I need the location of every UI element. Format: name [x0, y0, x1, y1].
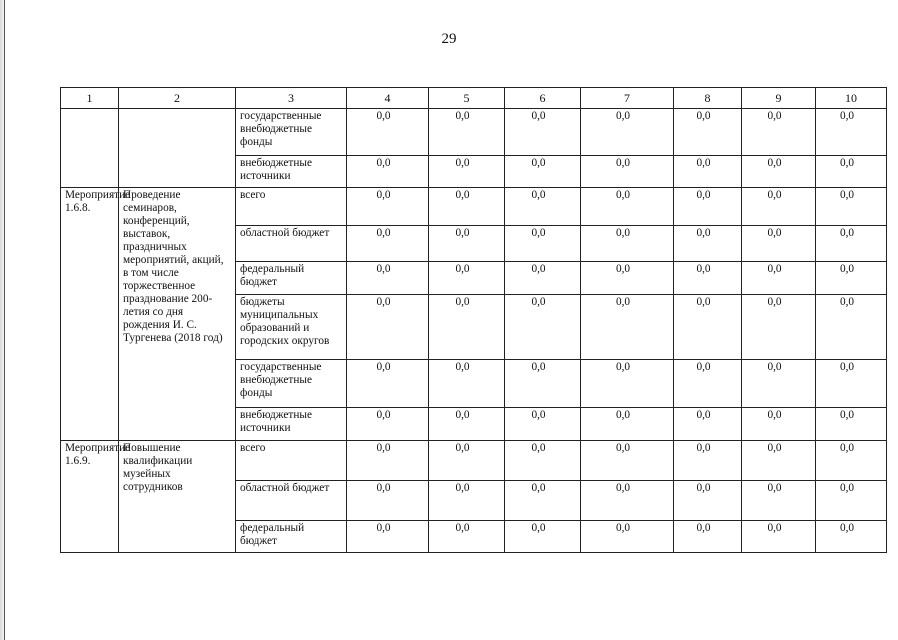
value-text: 0,0: [376, 296, 391, 308]
measure-code-cell: Мероприятие 1.6.8.: [61, 188, 119, 441]
column-header: 10: [816, 88, 887, 109]
value-text: 0,0: [839, 227, 855, 239]
value-text: 0,0: [839, 110, 855, 122]
value-cell: [581, 109, 674, 156]
value-cell: [429, 156, 505, 188]
value-text: 0,0: [839, 522, 855, 534]
page-number: 29: [441, 31, 457, 47]
value-text: 0,0: [767, 227, 782, 239]
value-cell: [674, 156, 742, 188]
value-text: 0,0: [767, 157, 782, 169]
value-text: 0,0: [615, 227, 631, 239]
value-text: 0,0: [531, 263, 546, 275]
value-text: 0,0: [531, 361, 546, 373]
value-text: 0,0: [696, 522, 711, 534]
value-cell: [816, 360, 887, 408]
value-text: 0,0: [696, 482, 711, 494]
value-cell: [505, 295, 581, 360]
measure-code-cell: Мероприятие 1.6.9.: [61, 441, 119, 553]
value-cell: [581, 521, 674, 553]
value-text: 0,0: [531, 189, 546, 201]
value-text: 0,0: [615, 409, 631, 421]
value-cell: [347, 226, 429, 262]
value-text: 0,0: [696, 442, 711, 454]
value-text: 0,0: [531, 110, 546, 122]
value-text: 0,0: [767, 482, 782, 494]
funding-source-cell: всего: [236, 188, 347, 226]
value-text: 0,0: [615, 110, 631, 122]
table-row: [61, 109, 887, 156]
table-row: [61, 188, 887, 226]
value-cell: [674, 441, 742, 481]
value-text: 0,0: [376, 227, 391, 239]
value-text: 0,0: [455, 522, 470, 534]
value-text: 0,0: [531, 522, 546, 534]
value-text: 0,0: [696, 296, 711, 308]
value-text: 0,0: [839, 442, 855, 454]
table-body: [61, 88, 887, 553]
value-cell: [674, 521, 742, 553]
value-cell: [429, 188, 505, 226]
value-cell: [429, 262, 505, 295]
funding-source-cell: государственные внебюджетные фонды: [236, 109, 347, 156]
funding-source-cell: федеральный бюджет: [236, 262, 347, 295]
value-cell: [429, 109, 505, 156]
value-text: 0,0: [376, 157, 391, 169]
value-cell: [505, 521, 581, 553]
value-text: 0,0: [839, 189, 855, 201]
value-text: 0,0: [455, 482, 470, 494]
value-cell: [674, 262, 742, 295]
value-cell: [581, 262, 674, 295]
value-cell: [581, 156, 674, 188]
value-text: 0,0: [376, 263, 391, 275]
funding-source-cell: федеральный бюджет: [236, 521, 347, 553]
funding-source-cell: внебюджетные источники: [236, 156, 347, 188]
value-cell: [505, 408, 581, 441]
value-cell: [674, 360, 742, 408]
value-text: 0,0: [376, 409, 391, 421]
value-cell: [347, 521, 429, 553]
value-cell: [347, 262, 429, 295]
value-cell: [505, 226, 581, 262]
value-cell: [347, 295, 429, 360]
value-cell: [581, 226, 674, 262]
value-cell: [742, 262, 816, 295]
value-text: 0,0: [376, 361, 391, 373]
value-text: 0,0: [767, 522, 782, 534]
value-text: 0,0: [455, 189, 470, 201]
value-cell: [742, 408, 816, 441]
value-cell: [816, 226, 887, 262]
column-header: 6: [505, 88, 581, 109]
value-text: 0,0: [531, 409, 546, 421]
value-text: 0,0: [376, 442, 391, 454]
value-cell: [674, 481, 742, 521]
value-cell: [347, 109, 429, 156]
value-text: 0,0: [455, 442, 470, 454]
column-header: 1: [61, 88, 119, 109]
value-text: 0,0: [615, 296, 631, 308]
value-cell: [347, 360, 429, 408]
value-cell: [742, 360, 816, 408]
value-text: 0,0: [615, 263, 631, 275]
value-cell: [742, 226, 816, 262]
value-cell: [816, 441, 887, 481]
value-text: 0,0: [767, 409, 782, 421]
value-text: 0,0: [767, 361, 782, 373]
value-cell: [742, 156, 816, 188]
value-text: 0,0: [767, 442, 782, 454]
value-text: 0,0: [455, 227, 470, 239]
table-row: [61, 441, 887, 481]
funding-source-cell: всего: [236, 441, 347, 481]
value-cell: [347, 481, 429, 521]
value-text: 0,0: [767, 263, 782, 275]
column-header: 4: [347, 88, 429, 109]
value-cell: [816, 481, 887, 521]
value-cell: [742, 441, 816, 481]
value-text: 0,0: [839, 409, 855, 421]
measure-name-cell: Проведение семинаров, конференций, выставок, праздничных мероприятий, акций, в том числе торжественное празднование 200-летия со дня рождения И. С. Тургенева (2018 год): [119, 188, 236, 441]
value-cell: [816, 295, 887, 360]
value-cell: [816, 156, 887, 188]
value-cell: [581, 360, 674, 408]
value-cell: [505, 262, 581, 295]
column-header: 7: [581, 88, 674, 109]
value-cell: [816, 188, 887, 226]
value-text: 0,0: [696, 157, 711, 169]
value-cell: [347, 188, 429, 226]
value-cell: [505, 481, 581, 521]
value-text: 0,0: [615, 189, 631, 201]
value-cell: [742, 109, 816, 156]
value-cell: [674, 226, 742, 262]
value-cell: [505, 188, 581, 226]
value-text: 0,0: [531, 296, 546, 308]
value-cell: [674, 109, 742, 156]
value-cell: [581, 441, 674, 481]
value-cell: [429, 360, 505, 408]
funding-source-cell: областной бюджет: [236, 226, 347, 262]
value-text: 0,0: [839, 263, 855, 275]
value-cell: [742, 481, 816, 521]
value-cell: [816, 109, 887, 156]
value-text: 0,0: [839, 482, 855, 494]
value-cell: [505, 441, 581, 481]
value-text: 0,0: [455, 361, 470, 373]
funding-source-cell: областной бюджет: [236, 481, 347, 521]
value-text: 0,0: [376, 482, 391, 494]
value-text: 0,0: [696, 110, 711, 122]
value-text: 0,0: [455, 110, 470, 122]
value-text: 0,0: [615, 482, 631, 494]
value-cell: [742, 188, 816, 226]
value-cell: [505, 156, 581, 188]
value-cell: [674, 295, 742, 360]
value-cell: [429, 481, 505, 521]
value-cell: [347, 408, 429, 441]
scan-left-edge: [0, 0, 5, 640]
value-text: 0,0: [839, 361, 855, 373]
value-text: 0,0: [696, 189, 711, 201]
value-text: 0,0: [696, 409, 711, 421]
value-cell: [742, 295, 816, 360]
value-text: 0,0: [696, 263, 711, 275]
column-header: 9: [742, 88, 816, 109]
value-cell: [581, 295, 674, 360]
value-cell: [429, 226, 505, 262]
value-cell: [505, 360, 581, 408]
value-cell: [347, 441, 429, 481]
budget-table: [60, 87, 887, 553]
value-text: 0,0: [615, 522, 631, 534]
value-text: 0,0: [376, 189, 391, 201]
value-text: 0,0: [531, 482, 546, 494]
value-cell: [347, 156, 429, 188]
value-text: 0,0: [767, 110, 782, 122]
value-text: 0,0: [767, 189, 782, 201]
measure-name-cell: Повышение квалификации музейных сотрудников: [119, 441, 236, 553]
value-text: 0,0: [531, 157, 546, 169]
value-text: 0,0: [455, 296, 470, 308]
column-header: 3: [236, 88, 347, 109]
value-cell: [816, 262, 887, 295]
empty-cell: [61, 109, 119, 188]
value-text: 0,0: [455, 409, 470, 421]
column-header: 5: [429, 88, 505, 109]
value-text: 0,0: [767, 296, 782, 308]
value-cell: [816, 521, 887, 553]
value-text: 0,0: [531, 442, 546, 454]
value-text: 0,0: [696, 227, 711, 239]
value-text: 0,0: [455, 157, 470, 169]
value-cell: [816, 408, 887, 441]
value-cell: [429, 408, 505, 441]
value-text: 0,0: [615, 361, 631, 373]
funding-source-cell: внебюджетные источники: [236, 408, 347, 441]
value-text: 0,0: [839, 157, 855, 169]
value-text: 0,0: [455, 263, 470, 275]
column-header: 2: [119, 88, 236, 109]
value-cell: [429, 295, 505, 360]
value-cell: [674, 188, 742, 226]
value-cell: [581, 481, 674, 521]
value-cell: [581, 188, 674, 226]
value-cell: [429, 441, 505, 481]
value-text: 0,0: [696, 361, 711, 373]
value-text: 0,0: [376, 522, 391, 534]
funding-source-cell: бюджеты муниципальных образований и городских округов: [236, 295, 347, 360]
value-text: 0,0: [376, 110, 391, 122]
value-cell: [674, 408, 742, 441]
value-cell: [581, 408, 674, 441]
value-cell: [505, 109, 581, 156]
value-cell: [429, 521, 505, 553]
value-text: 0,0: [839, 296, 855, 308]
funding-source-cell: государственные внебюджетные фонды: [236, 360, 347, 408]
value-text: 0,0: [615, 157, 631, 169]
value-cell: [742, 521, 816, 553]
value-text: 0,0: [531, 227, 546, 239]
value-text: 0,0: [615, 442, 631, 454]
column-header: 8: [674, 88, 742, 109]
column-header-row: [61, 88, 887, 109]
empty-cell: [119, 109, 236, 188]
